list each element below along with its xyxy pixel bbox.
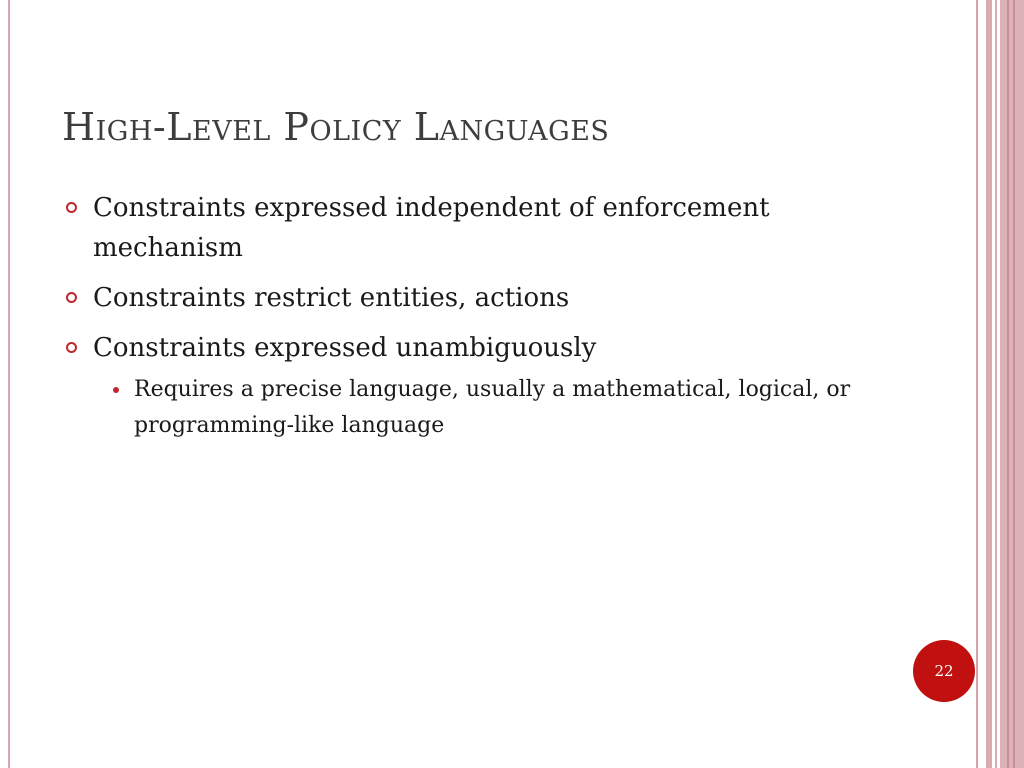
bullet-item — [62, 188, 922, 268]
sub-bullet-text: Requires a precise language, usually a mathematical, logical, or programming-like language — [134, 377, 851, 438]
slide-title: High-Level Policy Languages — [62, 105, 610, 149]
bullet-item — [62, 328, 922, 368]
ring-bullet-icon — [66, 292, 77, 303]
bullet-text: Constraints expressed independent of enforcement mechanism — [93, 193, 770, 263]
right-frame-stripe — [1007, 0, 1009, 768]
page-number: 22 — [934, 662, 954, 680]
right-frame-stripe — [986, 0, 992, 768]
right-frame-stripe — [995, 0, 997, 768]
bullet-list — [62, 188, 922, 444]
bullet-text: Constraints expressed unambiguously — [93, 333, 597, 363]
page-number-badge — [913, 640, 975, 702]
dot-bullet-icon — [113, 387, 119, 393]
ring-bullet-icon — [66, 202, 77, 213]
right-frame-band — [1000, 0, 1024, 768]
bullet-text: Constraints restrict entities, actions — [93, 283, 570, 313]
bullet-item — [62, 278, 922, 318]
ring-bullet-icon — [66, 342, 77, 353]
right-frame-stripe — [1013, 0, 1015, 768]
left-frame-line — [8, 0, 10, 768]
right-frame-stripe — [976, 0, 978, 768]
sub-bullet-item — [62, 372, 904, 444]
